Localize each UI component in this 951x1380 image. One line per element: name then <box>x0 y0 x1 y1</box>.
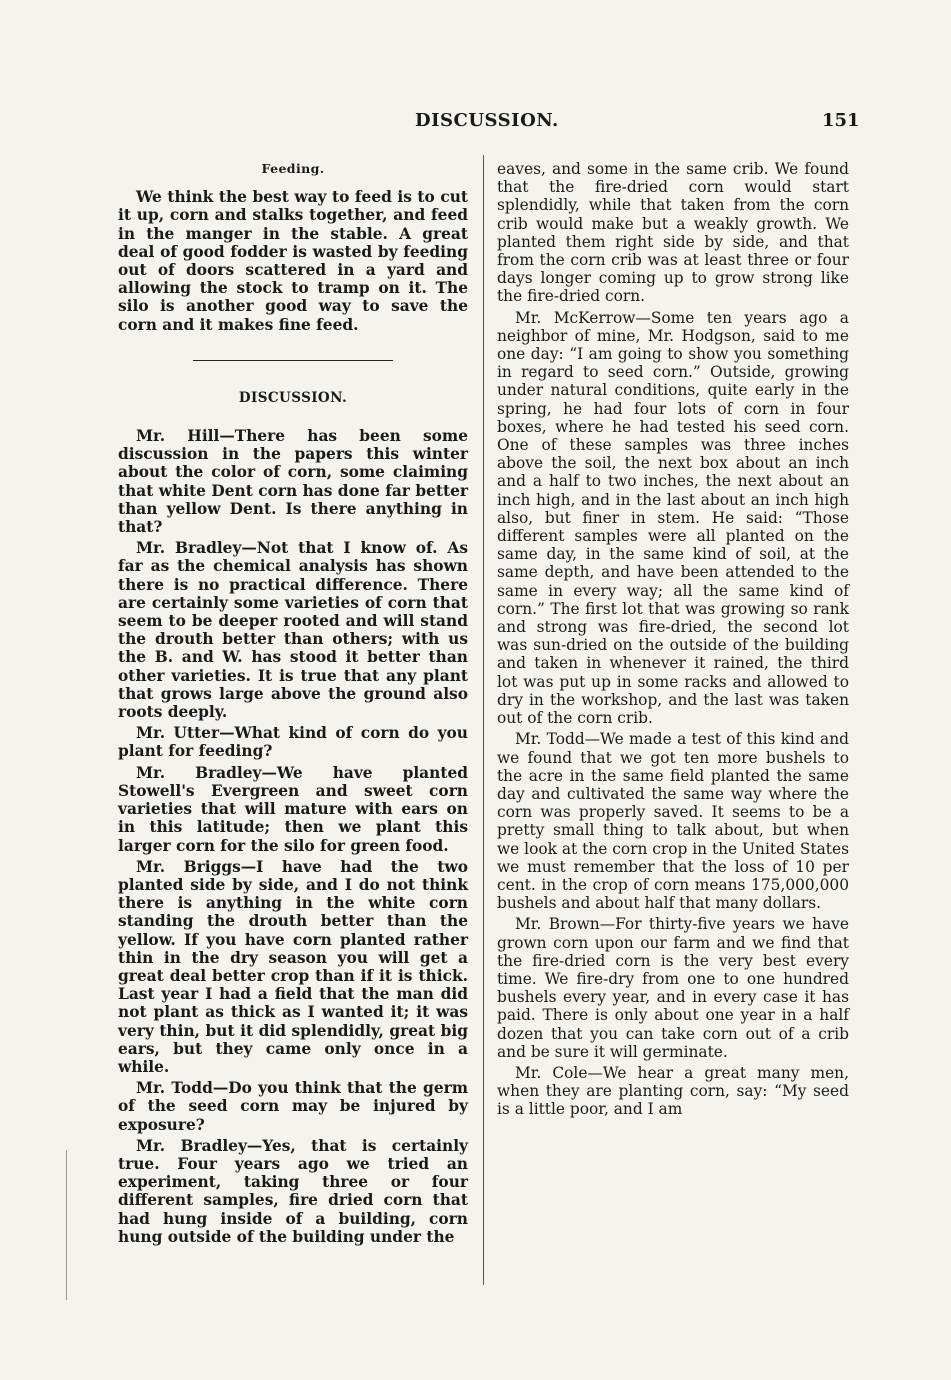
running-head: DISCUSSION. <box>415 110 559 131</box>
paragraph-cole: Mr. Cole—We hear a great many men, when they are planting corn, say: “My seed is a little poor, and I am <box>497 1063 849 1119</box>
page-number: 151 <box>822 110 860 131</box>
column-divider <box>483 155 484 1285</box>
discussion-heading: DISCUSSION. <box>238 389 348 406</box>
left-column <box>118 160 468 1249</box>
feeding-heading: Feeding. <box>261 161 325 176</box>
paragraph-bradley-1: Mr. Bradley—Not that I know of. As far as the chemical analysis has shown there is no practical difference. There are certainly some varieties of corn that seem to be deeper rooted and will stand the drouth better than others; with us the B. and W. has stood it better than other varieties. It is true that any plant that grows large above the ground also roots deeply. <box>118 539 468 722</box>
section-divider <box>193 360 393 361</box>
page-edge-mark <box>66 1150 67 1300</box>
paragraph-todd-2: Mr. Todd—We made a test of this kind and we found that we got ten more bushels to the acre in the same field planted the same day and cultivated the same way where the corn was properly saved. It seems to be a pretty small thing to talk about, but when we look at the corn crop in the United States we must remember that the loss of 10 per cent. in the crop of corn means 175,000,000 bushels and about half that many dollars. <box>497 730 849 913</box>
paragraph-continuation: eaves, and some in the same crib. We found that the fire-dried corn would start splendidly, while that taken from the corn crib would make but a weakly growth. We planted them right side by side, and that from the corn crib was at least three or four days longer coming up to grow strong like the fire-dried corn. <box>497 160 849 306</box>
paragraph-bradley-2: Mr. Bradley—We have planted Stowell's Evergreen and sweet corn varieties that will mature with ears on in this latitude; then we plant this larger corn for the silo for green food. <box>118 763 468 855</box>
feeding-paragraph: We think the best way to feed is to cut it up, corn and stalks together, and feed in the manger in the stable. A great deal of good fodder is wasted by feeding out of doors scattered in a yard and allowing the stock to tramp on it. The silo is another good way to save the corn and it makes fine feed. <box>118 188 468 334</box>
paragraph-hill: Mr. Hill—There has been some discussion in the papers this winter about the color of corn, some claiming that white Dent corn has done far better than yellow Dent. Is there anything in that? <box>118 427 468 537</box>
paragraph-brown: Mr. Brown—For thirty-five years we have grown corn upon our farm and we find that the fire-dried corn is the very best every time. We fire-dry from one to one hundred bushels every year, and in every case it has paid. There is only about one year in a half dozen that you can take corn out of a crib and be sure it will germinate. <box>497 915 849 1061</box>
paragraph-utter: Mr. Utter—What kind of corn do you plant for feeding? <box>118 724 468 761</box>
paragraph-briggs: Mr. Briggs—I have had the two planted side by side, and I do not think there is anything in the white corn standing the drouth better than the yellow. If you have corn planted rather thin in the dry season you will get a great deal better crop than if it is thick. Last year I had a field that the man did not plant as thick as I wanted it; it was very thin, but it did splendidly, great big ears, but they came only once in a while. <box>118 857 468 1076</box>
paragraph-mckerrow: Mr. McKerrow—Some ten years ago a neighbor of mine, Mr. Hodgson, said to me one day: “I am going to show you something in regard to seed corn.” Outside, growing under natural conditions, quite early in the spring, he had four lots of corn in four boxes, where he had tested his seed corn. One of these samples was three inches above the soil, the next box about an inch and a half to two inches, the next about an inch high, and in the last about an inch high also, but finer in stem. He said: “Those different samples were all planted on the same day, in the same kind of soil, at the same depth, and have been attended to the same in every way; all the same kind of corn.” The first lot that was growing so rank and strong was fire-dried, the second lot was sun-dried on the outside of the building and taken in whenever it rained, the third lot was put up in some racks and allowed to dry in the workshop, and the last was taken out of the corn crib. <box>497 308 849 728</box>
right-column <box>497 160 849 1122</box>
paragraph-todd-1: Mr. Todd—Do you think that the germ of the seed corn may be injured by exposure? <box>118 1079 468 1134</box>
paragraph-bradley-3: Mr. Bradley—Yes, that is certainly true. Four years ago we tried an experiment, taking three or four different samples, fire dried corn that had hung inside of a building, corn hung outside of the building under the <box>118 1136 468 1246</box>
